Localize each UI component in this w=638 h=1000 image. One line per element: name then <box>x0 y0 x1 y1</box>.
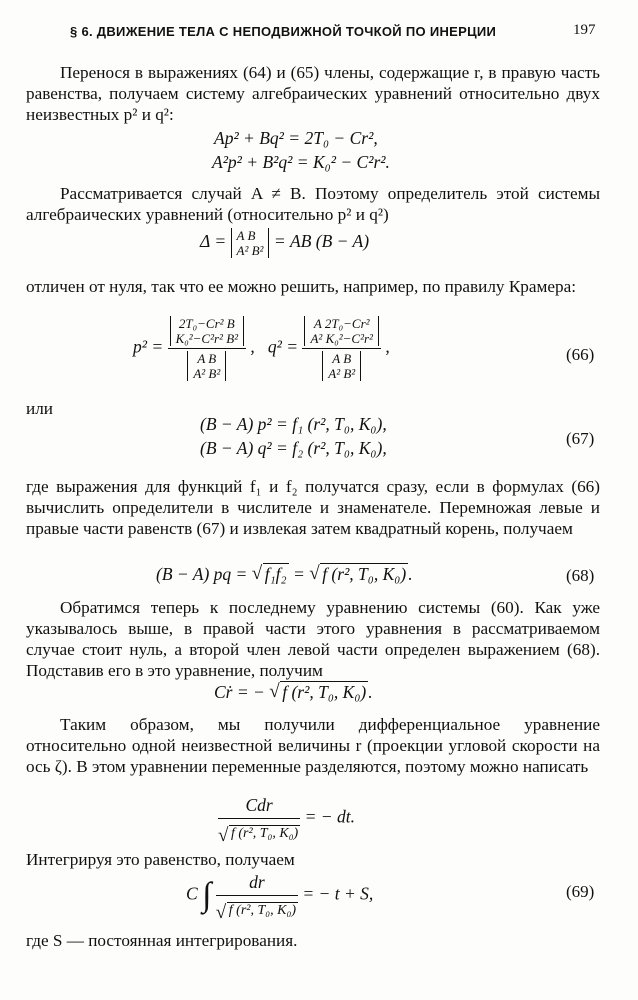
determinant-row-1: A B <box>236 228 256 243</box>
equation-cr-dot <box>214 682 373 703</box>
p-den-row-2: A² B² <box>193 366 221 381</box>
determinant-matrix <box>231 228 270 258</box>
integral-sign: ∫ <box>202 876 212 914</box>
sqrt-f1f2-radicand: f₁f₂ <box>264 564 287 584</box>
eq69-denominator: f (r², T₀, K₀) <box>228 903 296 918</box>
paragraph-8-text: где S — постоянная интегрирования. <box>26 931 298 950</box>
q-den-row-1: A B <box>332 351 352 366</box>
paragraph-4-text: где выражения для функций f₁ и f₂ получатся сразу, если в формулах (66) вычислить определители в числителе и знаменателе. Перемножая левые и правые части равенств (67) и извлекая затем квадратный корень, получаем <box>26 477 600 538</box>
cdr-denominator-sqrt <box>218 826 300 842</box>
running-header: § 6. ДВИЖЕНИЕ ТЕЛА С НЕПОДВИЖНОЙ ТОЧКОЙ ПО ИНЕРЦИИ <box>70 24 497 39</box>
delta-lhs: Δ = <box>200 231 227 252</box>
equation-system-line-2: A²p² + B²q² = K₀² − C²r². <box>212 152 390 172</box>
paragraph-1-text: Перенося в выражениях (64) и (65) члены, содержащие r, в правую часть равенства, получаем систему алгебраических уравнений относительно двух неизвестных p² и q²: <box>26 63 600 124</box>
p-squared-fraction <box>168 316 246 381</box>
p-den-row-1: A B <box>197 351 217 366</box>
equation-67-line-1: (B − A) p² = f₁ (r², T₀, K₀), <box>200 414 387 434</box>
equation-number-67: (67) <box>566 429 595 448</box>
eq68-end: . <box>408 564 413 584</box>
paragraph-5 <box>26 597 600 681</box>
q-denominator-determinant <box>322 351 361 381</box>
cdr-numerator: Cdr <box>218 795 300 819</box>
equation-68 <box>156 564 413 585</box>
equation-number-66: (66) <box>566 345 595 364</box>
q-num-row-1: A 2T₀−Cr² <box>313 316 370 331</box>
equation-separated-rhs: = − dt. <box>304 806 355 827</box>
q-numerator-determinant <box>304 316 378 346</box>
equation-number-69: (69) <box>566 882 595 901</box>
paragraph-6 <box>26 714 600 777</box>
equation-69 <box>186 872 373 919</box>
sqrt-f1f2 <box>252 564 289 585</box>
cdr-fraction <box>218 795 300 842</box>
paragraph-4 <box>26 476 600 539</box>
q-squared-lhs: q² = <box>267 336 299 357</box>
paragraph-1 <box>26 62 600 125</box>
paragraph-5-text: Обратимся теперь к последнему уравнению системы (60). Как уже указывалось выше, в правой части этого уравнения в рассматриваемом случае стоит нуль, а второй член левой части определен выражением (68). Подставив его в это уравнение, получим <box>26 598 600 680</box>
paragraph-7-text: Интегрируя это равенство, получаем <box>26 850 295 869</box>
eq68-lhs: (B − A) pq = <box>156 564 248 584</box>
equation-system-line-1: Ap² + Bq² = 2T₀ − Cr², <box>214 128 378 148</box>
determinant-row-2: A² B² <box>236 243 264 258</box>
equation-66 <box>133 316 390 381</box>
eq69-constant-c: C <box>186 883 198 904</box>
q-den-row-2: A² B² <box>328 366 356 381</box>
sqrt-f-cr <box>269 682 368 703</box>
eq-cr-end: . <box>368 682 373 702</box>
eq66-separator: , <box>250 336 255 357</box>
p-squared-lhs: p² = <box>133 336 164 357</box>
q-squared-fraction <box>302 316 380 381</box>
paragraph-8 <box>26 930 600 951</box>
q-num-row-2: A² K₀²−C²r² <box>310 331 373 346</box>
eq69-numerator: dr <box>216 872 298 896</box>
or-word: или <box>26 399 53 418</box>
paragraph-7 <box>26 849 600 870</box>
paragraph-3 <box>26 276 600 297</box>
eq68-equals: = <box>293 564 305 584</box>
paragraph-3-text: отличен от нуля, так что ее можно решить, например, по правилу Крамера: <box>26 277 577 296</box>
eq69-denominator-sqrt <box>216 903 298 919</box>
eq-cr-lhs: Cṙ = − <box>214 682 265 702</box>
sqrt-f <box>309 564 408 585</box>
equation-determinant <box>200 228 369 258</box>
eq69-rhs: = − t + S, <box>302 883 374 904</box>
eq69-fraction <box>216 872 298 919</box>
paragraph-2-text: Рассматривается случай A ≠ B. Поэтому определитель этой системы алгебраических уравнений (относительно p² и q²) <box>26 184 600 224</box>
delta-rhs: = AB (B − A) <box>273 231 370 252</box>
eq66-end: , <box>385 336 390 357</box>
cdr-denominator: f (r², T₀, K₀) <box>231 826 299 841</box>
sqrt-f-radicand: f (r², T₀, K₀) <box>322 564 407 584</box>
equation-separated <box>218 795 355 842</box>
p-num-row-1: 2T₀−Cr² B <box>178 316 235 331</box>
paragraph-6-text: Таким образом, мы получили дифференциальное уравнение относительно одной неизвестной величины r (проекции угловой скорости на ось ζ). В этом уравнении переменные разделяются, поэтому можно написать <box>26 715 600 776</box>
p-numerator-determinant <box>170 316 244 346</box>
page-number: 197 <box>573 22 596 38</box>
equation-number-68: (68) <box>566 566 595 585</box>
p-num-row-2: K₀²−C²r² B² <box>175 331 239 346</box>
sqrt-f-cr-radicand: f (r², T₀, K₀) <box>282 682 367 702</box>
paragraph-2 <box>26 183 600 225</box>
equation-67-line-2: (B − A) q² = f₂ (r², T₀, K₀), <box>200 438 387 458</box>
p-denominator-determinant <box>187 351 226 381</box>
